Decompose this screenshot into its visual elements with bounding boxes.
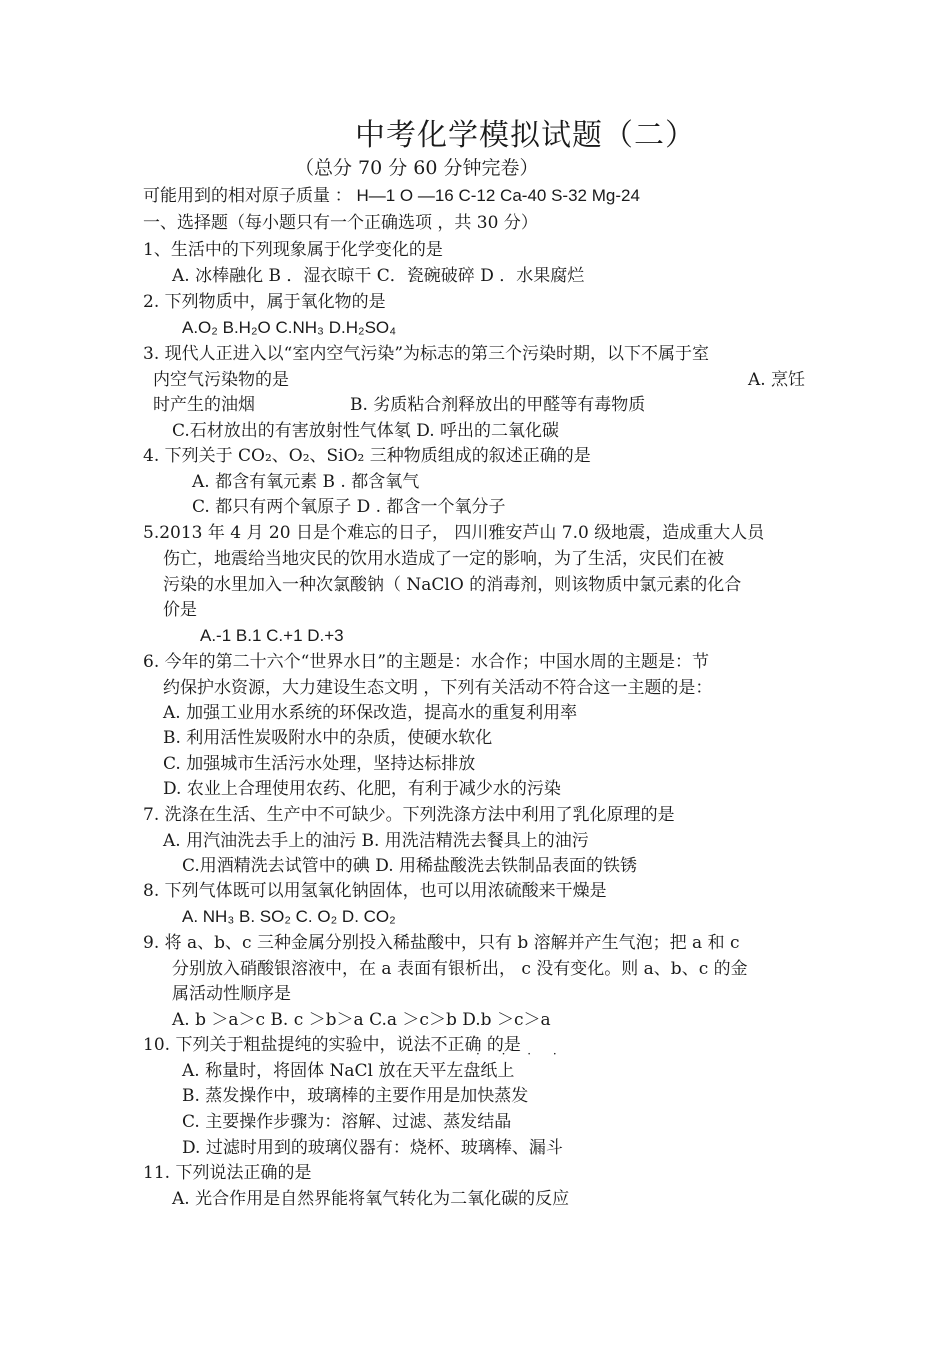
question-7: 7. 洗涤在生活、生产中不可缺少。下列洗涤方法中利用了乳化原理的是 — [143, 805, 675, 825]
question-10-option-d: D. 过滤时用到的玻璃仪器有：烧杯、玻璃棒、漏斗 — [182, 1138, 563, 1158]
question-10-option-b: B. 蒸发操作中，玻璃棒的主要作用是加快蒸发 — [182, 1086, 529, 1106]
question-9-cont-1: 分别放入硝酸银溶液中，在 a 表面有银析出， c 没有变化。则 a、b、c 的金 — [172, 959, 748, 979]
emphasis-dots: · · · · — [476, 1047, 566, 1061]
question-4-options-ab: A. 都含有氧元素 B . 都含氧气 — [192, 472, 420, 492]
question-2-options: A.O₂ B.H₂O C.NH₃ D.H₂SO₄ — [182, 318, 397, 337]
question-10: 10. 下列关于粗盐提纯的实验中，说法不正确 的是 — [143, 1035, 521, 1055]
question-3-options-cd: C.石材放出的有害放射性气体氡 D. 呼出的二氧化碳 — [172, 421, 560, 441]
question-1: 1、生活中的下列现象属于化学变化的是 — [143, 240, 443, 260]
question-2: 2. 下列物质中，属于氧化物的是 — [143, 292, 386, 312]
question-8-options: A. NH₃ B. SO₂ C. O₂ D. CO₂ — [182, 907, 396, 926]
question-5: 5.2013 年 4 月 20 日是个难忘的日子， 四川雅安芦山 7.0 级地震，造成重大人员 — [143, 523, 765, 543]
question-10-option-c: C. 主要操作步骤为：溶解、过滤、蒸发结晶 — [182, 1112, 512, 1132]
question-3-option-b: B. 劣质粘合剂释放出的甲醛等有毒物质 — [350, 395, 646, 415]
question-5-cont-2: 污染的水里加入一种次氯酸钠（ NaClO 的消毒剂，则该物质中氯元素的化合 — [163, 575, 742, 595]
question-6-option-c: C. 加强城市生活污水处理，坚持达标排放 — [163, 754, 476, 774]
question-5-options: A.-1 B.1 C.+1 D.+3 — [200, 626, 344, 645]
question-6: 6. 今年的第二十六个“世界水日”的主题是：水合作；中国水周的主题是：节 — [143, 652, 710, 672]
question-8: 8. 下列气体既可以用氢氧化钠固体，也可以用浓硫酸来干燥是 — [143, 881, 607, 901]
question-9-options: A. b ＞a＞c B. c ＞b＞a C.a ＞c＞b D.b ＞c＞a — [172, 1010, 551, 1030]
question-1-options: A. 冰棒融化 B ．湿衣晾干 C．瓷碗破碎 D ．水果腐烂 — [172, 266, 585, 286]
question-3-cont: 内空气污染物的是 — [153, 370, 289, 390]
question-10-option-a: A. 称量时，将固体 NaCl 放在天平左盘纸上 — [182, 1061, 515, 1081]
question-3: 3. 现代人正进入以“室内空气污染”为标志的第三个污染时期，以下不属于室 — [143, 344, 710, 364]
question-6-option-a: A. 加强工业用水系统的环保改造，提高水的重复利用率 — [163, 703, 578, 723]
question-11-option-a: A. 光合作用是自然界能将氧气转化为二氧化碳的反应 — [172, 1189, 570, 1209]
question-7-options-cd: C.用酒精洗去试管中的碘 D. 用稀盐酸洗去铁制品表面的铁锈 — [182, 856, 638, 876]
question-6-option-b: B. 利用活性炭吸附水中的杂质，使硬水软化 — [163, 728, 493, 748]
exam-subtitle: （总分 70 分 60 分钟完卷） — [295, 157, 539, 179]
question-11: 11. 下列说法正确的是 — [143, 1163, 312, 1183]
question-5-cont-3: 价是 — [163, 600, 197, 620]
question-3-option-a: A. 烹饪 — [748, 370, 806, 390]
question-7-options-ab: A. 用汽油洗去手上的油污 B. 用洗洁精洗去餐具上的油污 — [163, 831, 589, 851]
section-heading: 一、选择题（每小题只有一个正确选项 ，共 30 分） — [143, 213, 538, 233]
exam-title: 中考化学模拟试题（二） — [355, 118, 696, 153]
question-6-option-d: D. 农业上合理使用农药、化肥，有利于减少水的污染 — [163, 779, 561, 799]
question-6-cont: 约保护水资源，大力建设生态文明 ，下列有关活动不符合这一主题的是： — [163, 678, 713, 698]
question-4-options-cd: C. 都只有两个氧原子 D . 都含一个氧分子 — [192, 497, 506, 517]
atomic-masses-line: 可能用到的相对原子质量 ： H—1 O —16 C-12 Ca-40 S-32 Mg-24 — [143, 186, 640, 205]
question-9: 9. 将 a、b、c 三种金属分别投入稀盐酸中，只有 b 溶解并产生气泡；把 a 和 c — [143, 933, 740, 953]
question-3-option-a-cont: 时产生的油烟 — [153, 395, 255, 415]
question-5-cont-1: 伤亡，地震给当地灾民的饮用水造成了一定的影响，为了生活，灾民们在被 — [163, 549, 724, 569]
question-9-cont-2: 属活动性顺序是 — [172, 984, 291, 1004]
question-4: 4. 下列关于 CO₂、O₂、SiO₂ 三种物质组成的叙述正确的是 — [143, 446, 591, 466]
